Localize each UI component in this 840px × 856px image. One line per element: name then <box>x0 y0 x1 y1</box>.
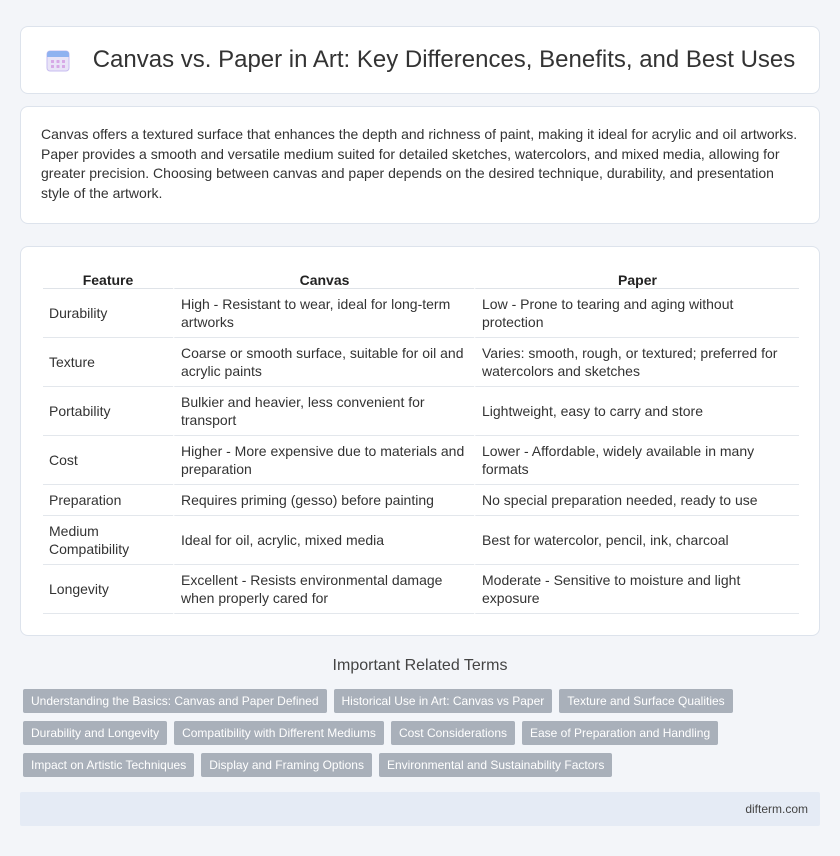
tag-row <box>23 721 823 745</box>
title-wrap <box>45 46 796 74</box>
table-row <box>43 436 799 485</box>
feature-cell: Longevity <box>43 565 173 614</box>
paper-cell: Best for watercolor, pencil, ink, charcoal <box>474 516 799 565</box>
canvas-cell: Excellent - Resists environmental damage when properly cared for <box>173 565 474 614</box>
feature-cell: Cost <box>43 436 173 485</box>
tag-link[interactable]: Understanding the Basics: Canvas and Paper Defined <box>23 689 327 713</box>
table-row <box>43 387 799 436</box>
calendar-icon <box>45 47 71 73</box>
footer <box>20 792 820 826</box>
paper-cell: Lightweight, easy to carry and store <box>474 387 799 436</box>
paper-cell: No special preparation needed, ready to use <box>474 485 799 516</box>
tag-link[interactable]: Display and Framing Options <box>201 753 372 777</box>
header-card <box>20 26 820 94</box>
table-row <box>43 516 799 565</box>
table-row <box>43 485 799 516</box>
paper-cell: Varies: smooth, rough, or textured; preferred for watercolors and sketches <box>474 338 799 387</box>
table-row <box>43 289 799 338</box>
tag-link[interactable]: Ease of Preparation and Handling <box>522 721 718 745</box>
feature-cell: Texture <box>43 338 173 387</box>
canvas-cell: Requires priming (gesso) before painting <box>173 485 474 516</box>
table-row <box>43 565 799 614</box>
related-tags <box>23 689 823 785</box>
tag-link[interactable]: Durability and Longevity <box>23 721 167 745</box>
paper-cell: Moderate - Sensitive to moisture and light exposure <box>474 565 799 614</box>
feature-cell: Preparation <box>43 485 173 516</box>
paper-cell: Lower - Affordable, widely available in many formats <box>474 436 799 485</box>
feature-cell: Medium Compatibility <box>43 516 173 565</box>
related-terms-title: Important Related Terms <box>332 657 508 674</box>
tag-link[interactable]: Texture and Surface Qualities <box>559 689 732 713</box>
table-row <box>43 338 799 387</box>
intro-paragraph: Canvas offers a textured surface that enhances the depth and richness of paint, making it ideal for acrylic and oil artworks. Paper provides a smooth and versatile medium suited for detailed sketches, watercolors, and mixed media, allowing for greater precision. Choosing between canvas and paper depends on the desired technique, durability, and presentation style of the artwork. <box>41 126 798 201</box>
tag-row <box>23 753 823 777</box>
header-paper: Paper <box>474 265 799 289</box>
header-canvas: Canvas <box>173 265 474 289</box>
comparison-table <box>43 265 799 614</box>
tag-link[interactable]: Historical Use in Art: Canvas vs Paper <box>334 689 553 713</box>
tag-link[interactable]: Environmental and Sustainability Factors <box>379 753 612 777</box>
intro-card <box>20 106 820 224</box>
tag-row <box>23 689 823 713</box>
comparison-table-card <box>20 246 820 636</box>
feature-cell: Portability <box>43 387 173 436</box>
canvas-cell: High - Resistant to wear, ideal for long-term artworks <box>173 289 474 338</box>
paper-cell: Low - Prone to tearing and aging without protection <box>474 289 799 338</box>
canvas-cell: Bulkier and heavier, less convenient for transport <box>173 387 474 436</box>
tag-link[interactable]: Impact on Artistic Techniques <box>23 753 194 777</box>
page-title: Canvas vs. Paper in Art: Key Differences, Benefits, and Best Uses <box>92 46 796 73</box>
footer-site-link[interactable]: difterm.com <box>745 802 808 816</box>
canvas-cell: Coarse or smooth surface, suitable for oil and acrylic paints <box>173 338 474 387</box>
canvas-cell: Higher - More expensive due to materials and preparation <box>173 436 474 485</box>
table-header-row <box>43 265 799 289</box>
canvas-cell: Ideal for oil, acrylic, mixed media <box>173 516 474 565</box>
feature-cell: Durability <box>43 289 173 338</box>
tag-link[interactable]: Compatibility with Different Mediums <box>174 721 384 745</box>
header-feature: Feature <box>43 265 173 289</box>
tag-link[interactable]: Cost Considerations <box>391 721 515 745</box>
